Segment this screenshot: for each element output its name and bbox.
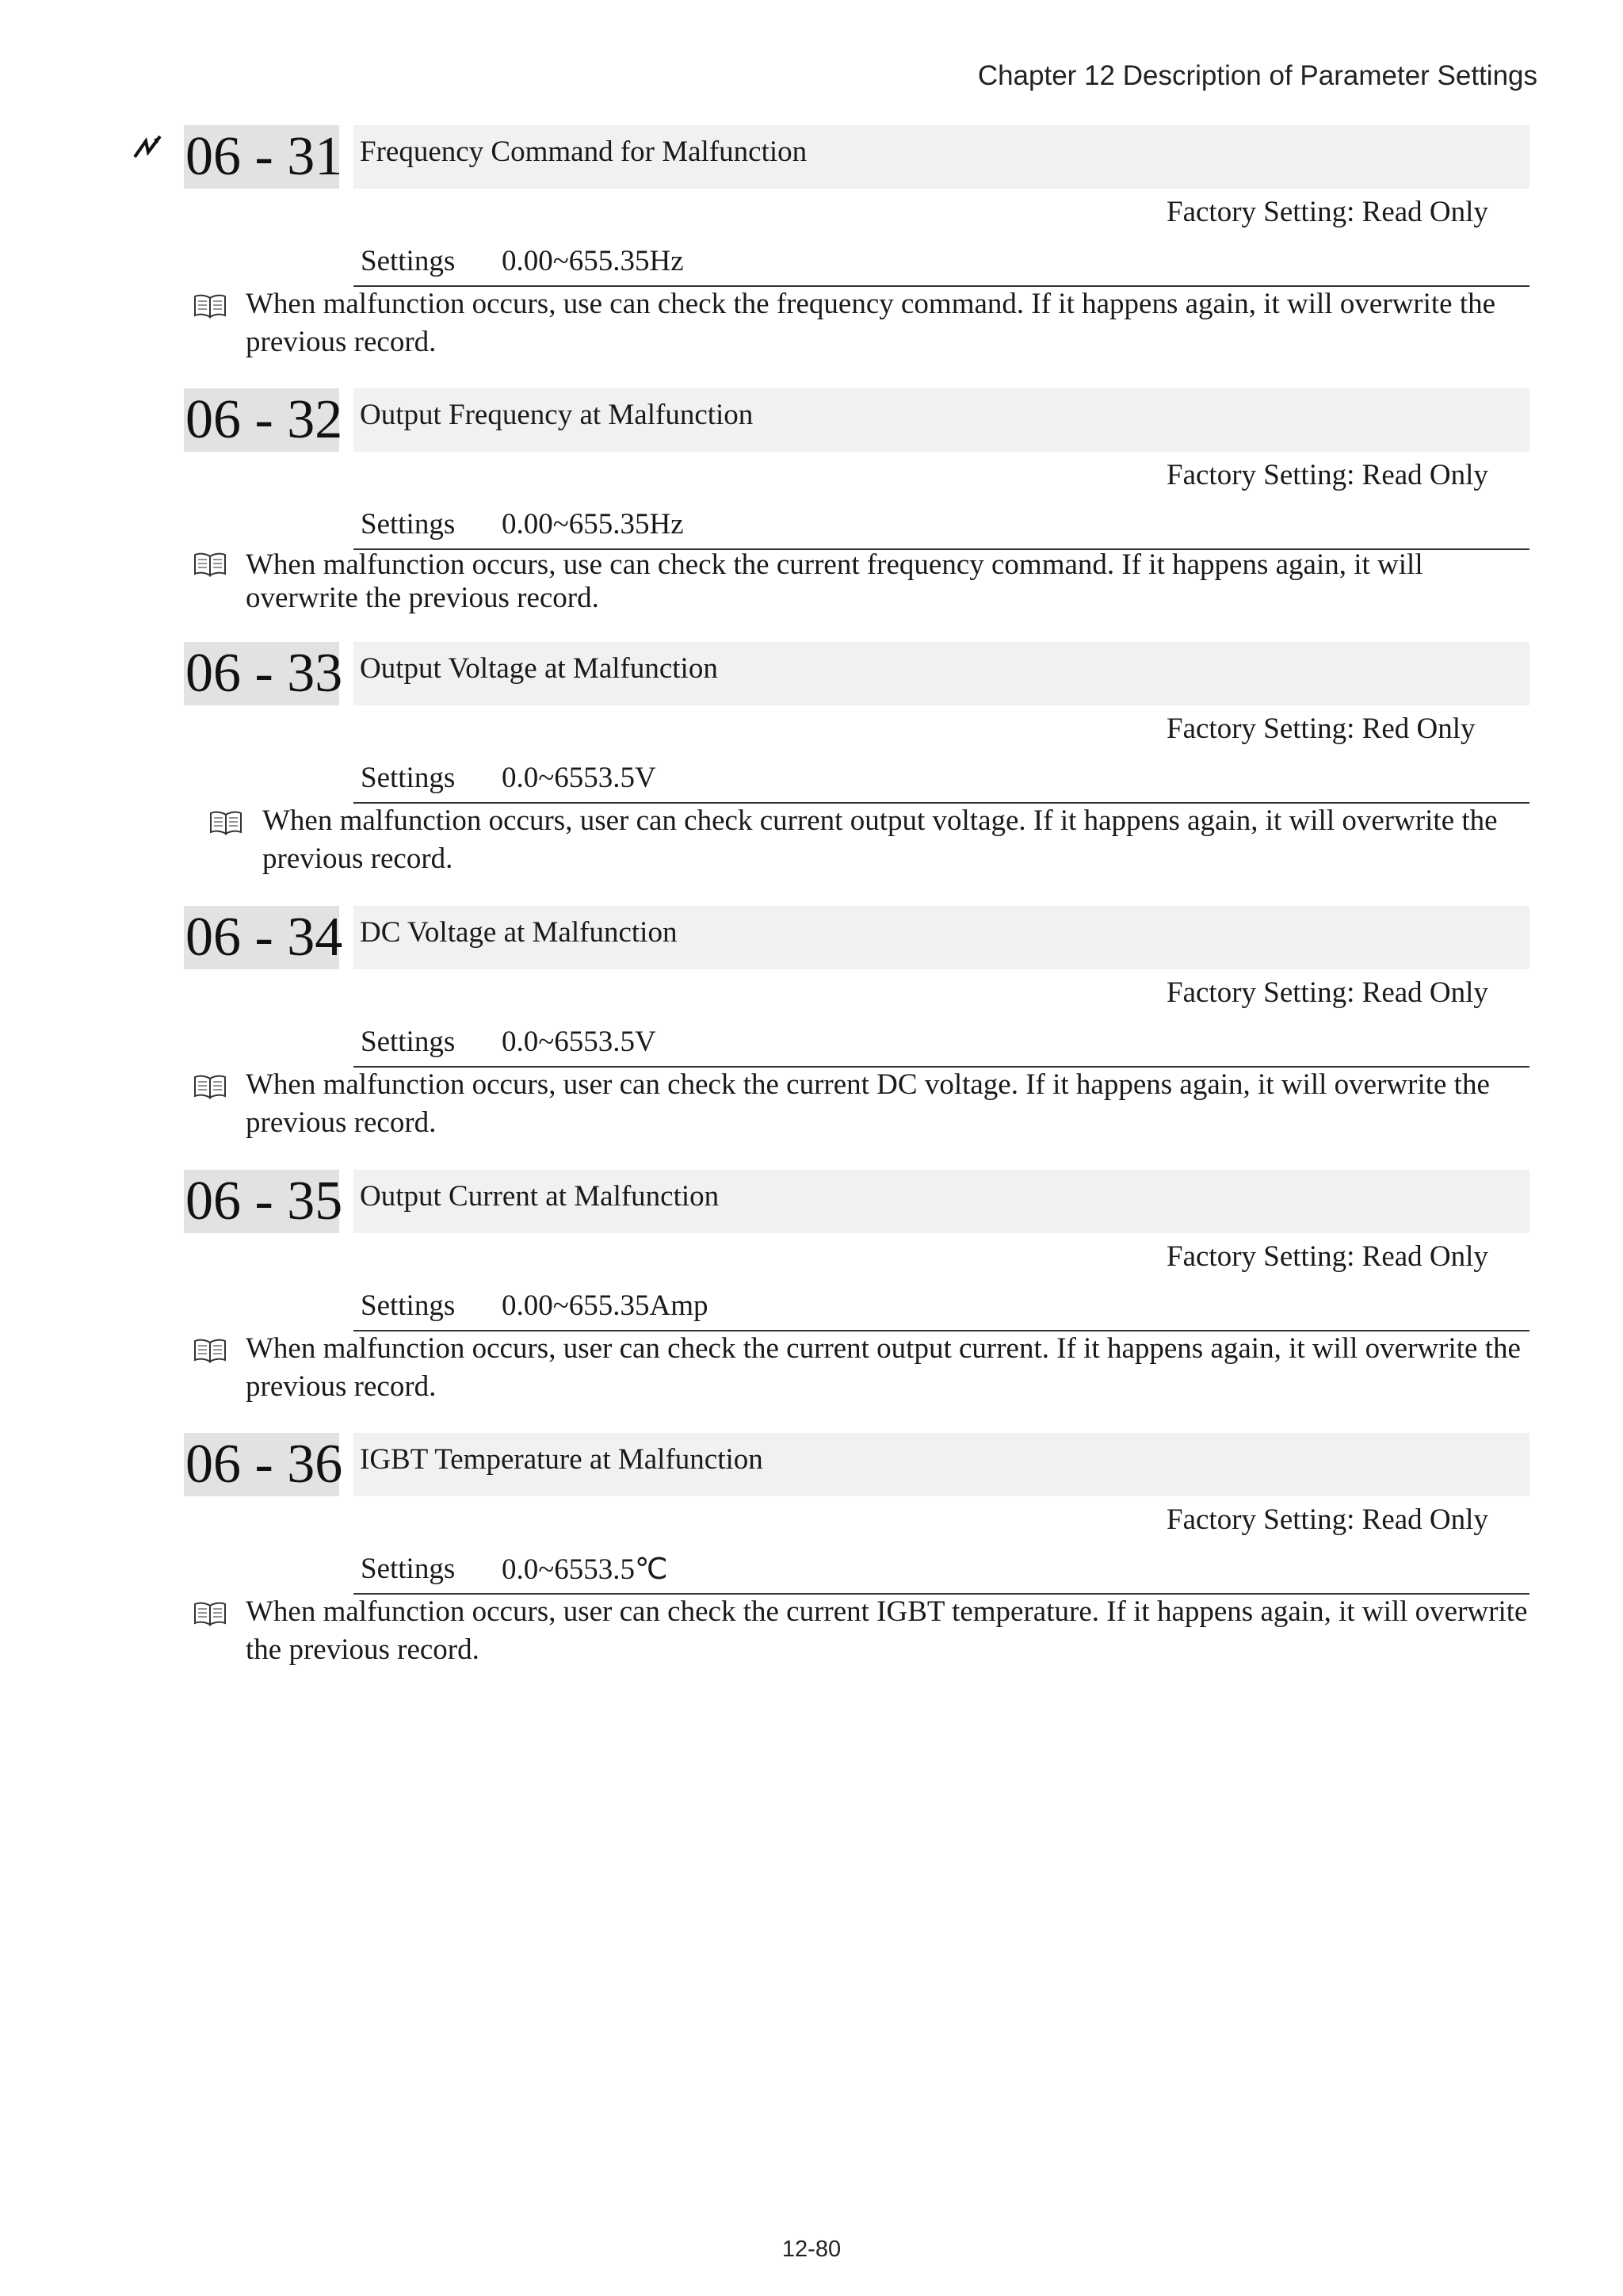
param-title: DC Voltage at Malfunction [360, 916, 678, 949]
param-title-bar [353, 642, 1529, 705]
settings-value: 0.0~6553.5℃ [502, 1553, 668, 1586]
param-06-33 [0, 642, 1623, 896]
param-code: 06 - 31 [185, 126, 343, 187]
param-06-36 [0, 1433, 1623, 1687]
book-icon [193, 1601, 227, 1628]
book-icon [193, 293, 227, 320]
param-code: 06 - 35 [185, 1171, 343, 1232]
page-number: 12-80 [781, 2237, 842, 2262]
settings-value: 0.0~6553.5V [502, 762, 656, 794]
settings-label: Settings [361, 1553, 456, 1585]
param-title: Frequency Command for Malfunction [360, 136, 808, 168]
param-title-bar [353, 1433, 1529, 1496]
param-title: IGBT Temperature at Malfunction [360, 1443, 763, 1476]
settings-label: Settings [361, 762, 456, 794]
param-title-bar [353, 906, 1529, 969]
factory-setting: Factory Setting: Red Only [1167, 712, 1476, 745]
book-icon [193, 1074, 227, 1101]
settings-value: 0.00~655.35Hz [502, 508, 684, 541]
page-header: Chapter 12 Description of Parameter Settings [977, 60, 1537, 91]
param-code: 06 - 34 [185, 907, 343, 968]
param-title: Output Current at Malfunction [360, 1180, 720, 1213]
param-06-34 [0, 906, 1623, 1159]
param-note: When malfunction occurs, user can check the current DC voltage. If it happens again, it will overwrite the previous record. [246, 1068, 1490, 1139]
factory-setting: Factory Setting: Read Only [1167, 1240, 1488, 1273]
book-icon [208, 810, 243, 837]
param-06-35 [0, 1170, 1623, 1423]
settings-value: 0.00~655.35Hz [502, 245, 684, 277]
factory-setting: Factory Setting: Read Only [1167, 1503, 1488, 1536]
param-code: 06 - 32 [185, 389, 343, 450]
settings-label: Settings [361, 1289, 456, 1322]
param-06-31 [0, 125, 1623, 379]
book-icon [193, 1338, 227, 1365]
param-note: When malfunction occurs, user can check the current IGBT temperature. If it happens again, it will overwrite the previous record. [246, 1595, 1528, 1666]
param-title-bar [353, 1170, 1529, 1233]
settings-value: 0.00~655.35Amp [502, 1289, 708, 1322]
param-note: When malfunction occurs, user can check current output voltage. If it happens again, it will overwrite the previous record. [262, 804, 1498, 875]
param-note: When malfunction occurs, use can check the current frequency command. If it happens again, it will overwrite the previous record. [246, 548, 1423, 614]
factory-setting: Factory Setting: Read Only [1167, 976, 1488, 1009]
param-title-bar [353, 125, 1529, 189]
param-code: 06 - 36 [185, 1434, 343, 1495]
param-06-32 [0, 388, 1623, 642]
param-title-bar [353, 388, 1529, 452]
param-code: 06 - 33 [185, 643, 343, 704]
settings-label: Settings [361, 245, 456, 277]
settings-label: Settings [361, 1026, 456, 1058]
param-note: When malfunction occurs, user can check the current output current. If it happens again, it will overwrite the previous record. [246, 1332, 1521, 1403]
lightning-icon [133, 133, 165, 165]
param-title: Output Frequency at Malfunction [360, 399, 754, 431]
settings-value: 0.0~6553.5V [502, 1026, 656, 1058]
factory-setting: Factory Setting: Read Only [1167, 196, 1488, 228]
settings-label: Settings [361, 508, 456, 541]
book-icon [193, 552, 227, 579]
factory-setting: Factory Setting: Read Only [1167, 459, 1488, 491]
param-title: Output Voltage at Malfunction [360, 652, 718, 685]
param-note: When malfunction occurs, use can check the frequency command. If it happens again, it will overwrite the previous record. [246, 288, 1496, 358]
